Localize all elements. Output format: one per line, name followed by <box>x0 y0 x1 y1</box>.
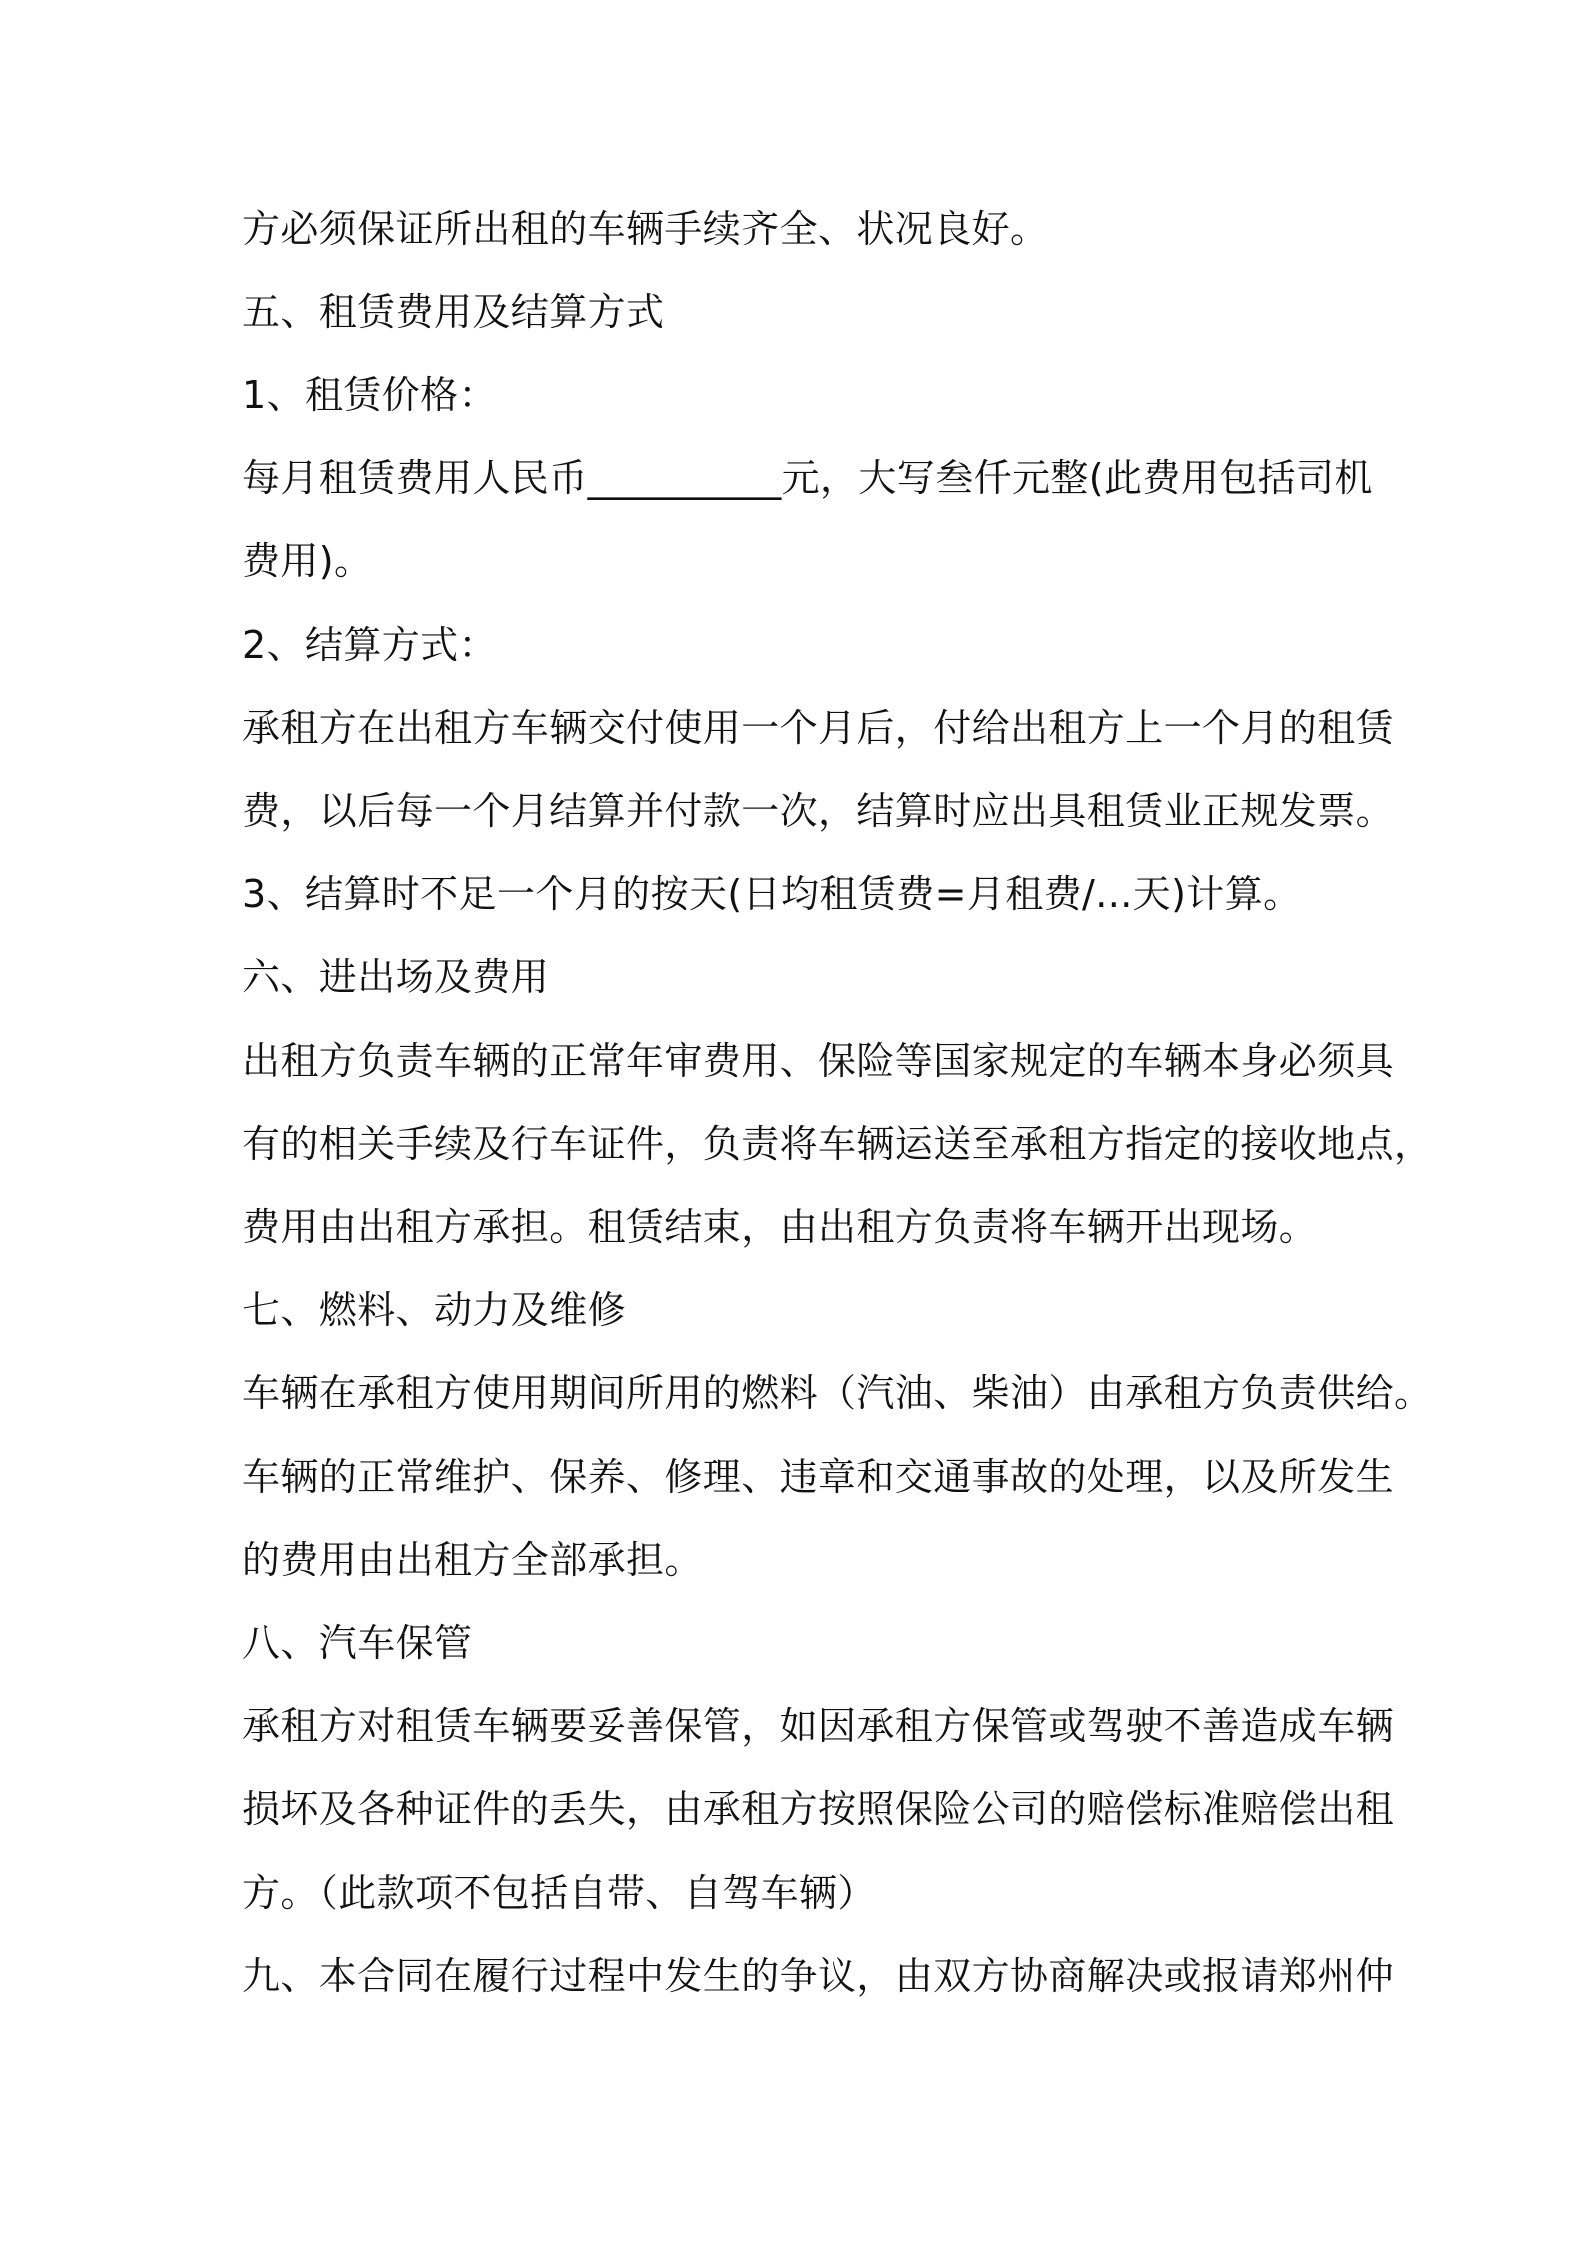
text-line: 3、结算时不足一个月的按天(日均租赁费=月租费/...天)计算。 <box>242 872 1302 916</box>
text-line: 出租方负责车辆的正常年审费用、保险等国家规定的车辆本身必须具 <box>242 1039 1395 1083</box>
text-line: 有的相关手续及行车证件，负责将车辆运送至承租方指定的接收地点， <box>242 1122 1433 1166</box>
text-line: 每月租赁费用人民币__________元，大写叁仟元整(此费用包括司机 <box>242 456 1373 500</box>
section-heading: 七、燃料、动力及维修 <box>242 1288 627 1332</box>
text-line: 费用)。 <box>242 539 373 583</box>
section-heading: 九、本合同在履行过程中发生的争议，由双方协商解决或报请郑州仲 <box>242 1954 1395 1998</box>
section-heading: 八、汽车保管 <box>242 1621 473 1665</box>
text-line: 方。（此款项不包括自带、自驾车辆） <box>242 1871 876 1915</box>
text-line: 承租方在出租方车辆交付使用一个月后，付给出租方上一个月的租赁 <box>242 706 1395 750</box>
text-line: 承租方对租赁车辆要妥善保管，如因承租方保管或驾驶不善造成车辆 <box>242 1704 1395 1748</box>
text-line: 费，以后每一个月结算并付款一次，结算时应出具租赁业正规发票。 <box>242 789 1395 833</box>
text-line: 车辆的正常维护、保养、修理、违章和交通事故的处理，以及所发生 <box>242 1455 1395 1499</box>
text-line: 的费用由出租方全部承担。 <box>242 1538 703 1582</box>
section-heading: 六、进出场及费用 <box>242 955 550 999</box>
section-heading: 五、租赁费用及结算方式 <box>242 290 665 334</box>
subsection-heading: 2、结算方式： <box>242 623 497 667</box>
text-line: 损坏及各种证件的丢失，由承租方按照保险公司的赔偿标准赔偿出租 <box>242 1787 1395 1831</box>
text-line: 车辆在承租方使用期间所用的燃料（汽油、柴油）由承租方负责供给。 <box>242 1371 1433 1415</box>
subsection-heading: 1、租赁价格： <box>242 373 497 417</box>
text-line: 费用由出租方承担。租赁结束，由出租方负责将车辆开出现场。 <box>242 1205 1318 1249</box>
text-line: 方必须保证所出租的车辆手续齐全、状况良好。 <box>242 207 1049 251</box>
